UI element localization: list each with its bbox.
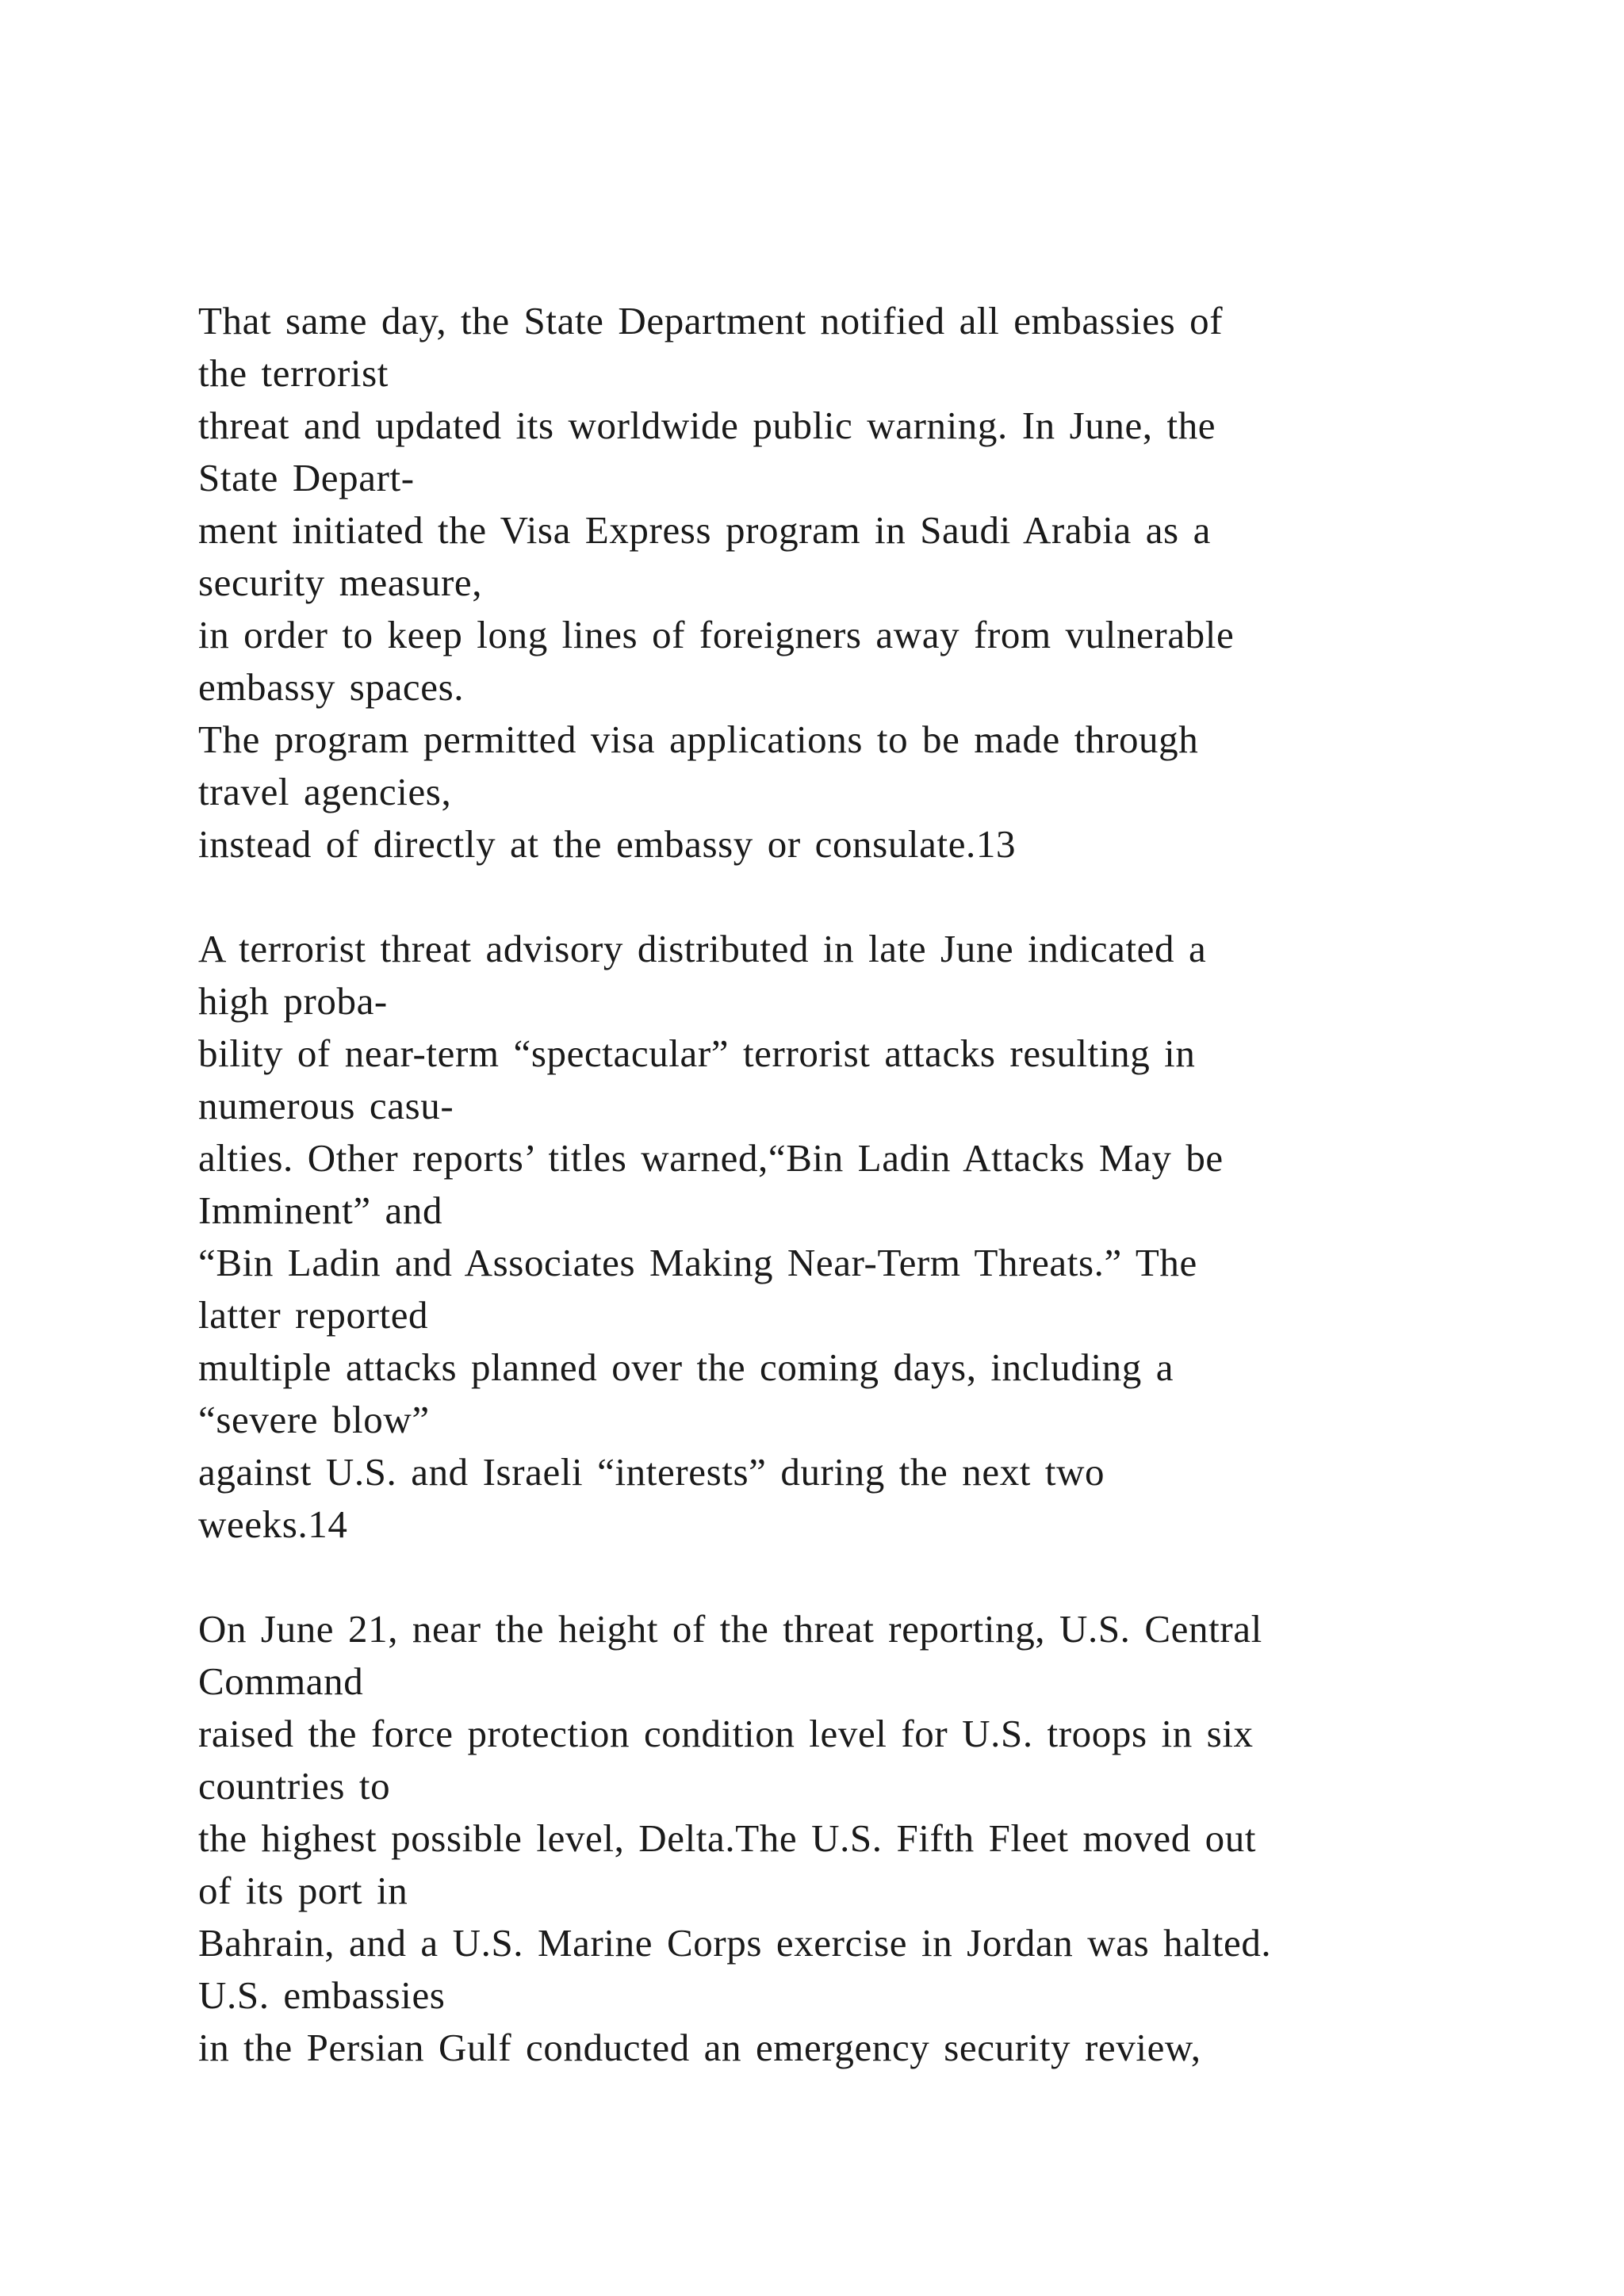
paragraph-2 [198,923,1546,1551]
paragraph-3 [198,1603,1546,2074]
text-line: travel agencies, [198,770,452,813]
text-line: On June 21, near the height of the threat reporting, U.S. Central [198,1607,1262,1651]
text-line: raised the force protection condition level for U.S. troops in six [198,1712,1254,1755]
text-line: A terrorist threat advisory distributed in late June indicated a [198,927,1207,970]
text-line: U.S. embassies [198,1973,446,2017]
text-line: threat and updated its worldwide public warning. In June, the [198,404,1216,447]
text-line: The program permitted visa applications to be made through [198,718,1199,761]
text-line: Bahrain, and a U.S. Marine Corps exercise in Jordan was halted. [198,1921,1272,1965]
text-line: countries to [198,1764,391,1808]
text-line: multiple attacks planned over the coming days, including a [198,1345,1174,1389]
text-line: Imminent” and [198,1188,443,1232]
text-line: against U.S. and Israeli “interests” during the next two [198,1450,1105,1494]
paragraph-1 [198,295,1546,871]
text-line: of its port in [198,1869,408,1912]
text-line: in order to keep long lines of foreigners away from vulnerable [198,613,1235,656]
text-line: security measure, [198,561,483,604]
text-line: That same day, the State Department notified all embassies of [198,299,1224,342]
text-line: the highest possible level, Delta.The U.S. Fifth Fleet moved out [198,1816,1257,1860]
text-line: alties. Other reports’ titles warned,“Bin Ladin Attacks May be [198,1136,1224,1180]
text-line: Command [198,1659,364,1703]
text-line: State Depart- [198,456,415,499]
text-line: ment initiated the Visa Express program in Saudi Arabia as a [198,508,1211,552]
document-body [198,295,1546,2074]
text-line: high proba- [198,979,388,1023]
text-line: numerous casu- [198,1084,454,1127]
text-line: weeks.14 [198,1502,348,1546]
text-line: embassy spaces. [198,665,465,709]
text-line: latter reported [198,1293,429,1337]
text-line: in the Persian Gulf conducted an emergency security review, [198,2026,1201,2069]
text-line: bility of near-term “spectacular” terrorist attacks resulting in [198,1031,1196,1075]
text-line: instead of directly at the embassy or consulate.13 [198,822,1017,866]
text-line: the terrorist [198,351,389,395]
text-line: “Bin Ladin and Associates Making Near-Term Threats.” The [198,1241,1197,1284]
text-line: “severe blow” [198,1398,430,1441]
